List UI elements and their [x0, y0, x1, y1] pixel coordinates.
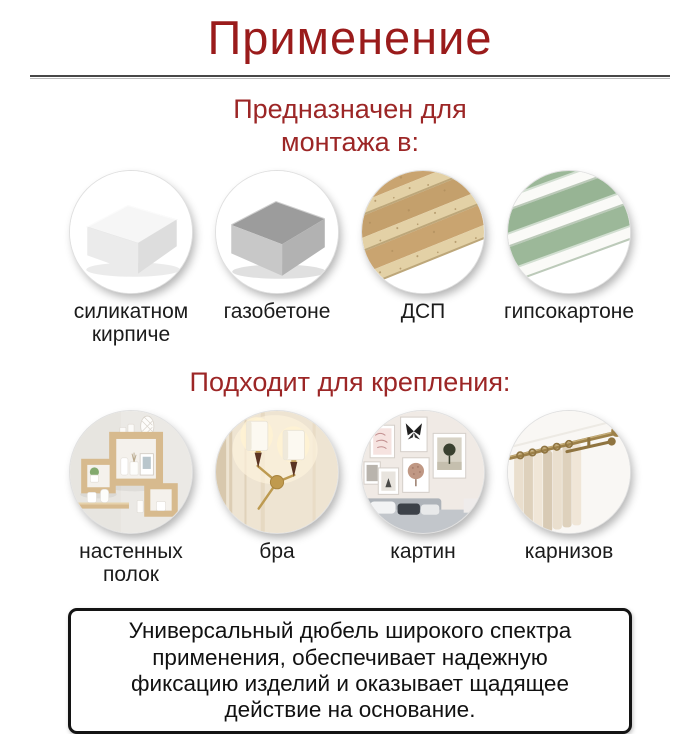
- sconce-icon: [216, 411, 338, 533]
- curtain-rod-icon: [508, 411, 630, 533]
- fastening-item-pictures: [350, 411, 496, 563]
- caption-line: газобетоне: [223, 299, 331, 323]
- description-line: применения, обеспечивает надежную: [152, 644, 548, 670]
- fastening-item-shelves: [58, 411, 204, 586]
- caption-line: настенных: [79, 540, 183, 563]
- material-item-silicate-brick: [58, 171, 204, 346]
- caption-line: кирпиче: [91, 322, 171, 346]
- page-title: Применение: [207, 11, 493, 64]
- description-line: Универсальный дюбель широкого спектра: [128, 618, 572, 644]
- description-line: фиксацию изделий и оказывает щадящее: [131, 670, 569, 696]
- item-caption: [525, 540, 614, 563]
- caption-line: силикатном: [73, 299, 189, 323]
- caption-line: гипсокартоне: [503, 299, 635, 323]
- caption-line: ДСП: [400, 299, 446, 323]
- item-caption: [224, 300, 331, 323]
- section-heading-mounting: [0, 93, 700, 159]
- heading-line: Предназначен для: [233, 94, 467, 124]
- material-item-aerated-concrete: [204, 171, 350, 323]
- description-box: [68, 608, 632, 734]
- caption-line: полок: [103, 563, 159, 587]
- heading-line: Подходит для крепления:: [189, 367, 511, 398]
- drywall-icon: [508, 171, 630, 293]
- pictures-icon: [362, 411, 484, 533]
- materials-row: [0, 171, 700, 346]
- item-caption: [390, 540, 456, 563]
- fastening-item-curtain-rod: [496, 411, 642, 563]
- aerated-concrete-icon: [216, 171, 338, 293]
- heading-line: монтажа в:: [281, 126, 419, 157]
- caption-line: карнизов: [524, 540, 614, 563]
- infographic-page: [0, 10, 700, 723]
- item-caption: [79, 540, 183, 586]
- item-caption: [401, 300, 445, 323]
- material-item-chipboard: [350, 171, 496, 323]
- caption-line: бра: [259, 540, 295, 563]
- fastening-item-sconce: [204, 411, 350, 563]
- wall-shelves-icon: [70, 411, 192, 533]
- item-caption: [259, 540, 294, 563]
- description-line: действие на основание.: [224, 697, 476, 723]
- fastening-row: [0, 411, 700, 586]
- item-caption: [504, 300, 634, 323]
- section-heading-fastening: [0, 366, 700, 399]
- title-divider: [30, 75, 670, 79]
- item-caption: [74, 300, 188, 346]
- material-item-drywall: [496, 171, 642, 323]
- caption-line: картин: [390, 540, 456, 563]
- silicate-brick-icon: [70, 171, 192, 293]
- chipboard-icon: [362, 171, 484, 293]
